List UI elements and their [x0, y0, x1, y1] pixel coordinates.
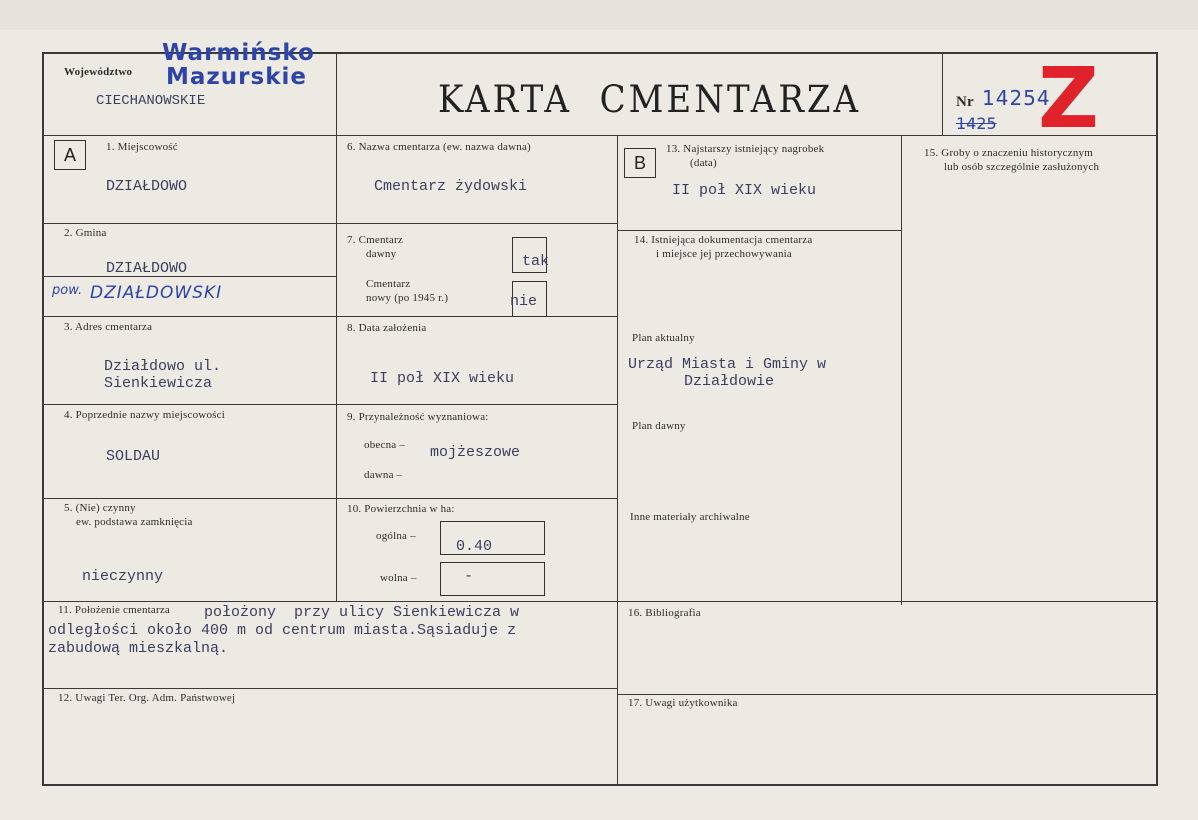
nr-label: Nr	[956, 94, 974, 110]
field-9-obecna-value: mojżeszowe	[430, 444, 521, 461]
field-6-label: 6. Nazwa cmentarza (ew. nazwa dawna)	[347, 141, 531, 153]
field-2-label: 2. Gmina	[64, 227, 107, 239]
divider	[901, 135, 902, 605]
field-14-label-1: 14. Istniejąca dokumentacja cmentarza	[634, 234, 813, 246]
divider	[942, 54, 943, 136]
field-7-label-2: dawny	[366, 248, 397, 260]
field-9-obecna-label: obecna –	[364, 439, 405, 451]
field-5-label-1: 5. (Nie) czynny	[64, 502, 136, 514]
stamp-line-1: Warmińsko	[162, 40, 315, 66]
field-9-label: 9. Przynależność wyznaniowa:	[347, 411, 489, 423]
divider	[44, 404, 617, 405]
plan-aktualny-value-1: Urząd Miasta i Gminy w	[628, 356, 827, 373]
plan-aktualny-value-2: Działdowie	[684, 373, 775, 390]
field-7-label-1: 7. Cmentarz	[347, 234, 403, 246]
pow-value: DZIAŁDOWSKI	[90, 283, 223, 303]
field-3-value-1: Działdowo ul.	[104, 358, 222, 375]
divider	[44, 601, 1158, 602]
field-14-label-2: i miejsce jej przechowywania	[656, 248, 793, 260]
field-10-ogolna-value: 0.40	[456, 538, 493, 555]
field-3-value-2: Sienkiewicza	[104, 375, 213, 392]
wojewodztwo-label: Województwo	[64, 66, 133, 78]
plan-dawny-label: Plan dawny	[632, 420, 686, 432]
field-1-value: DZIAŁDOWO	[106, 178, 188, 195]
field-13-value: II poł XIX wieku	[672, 182, 817, 199]
field-6-value: Cmentarz żydowski	[374, 178, 528, 195]
field-13-label-1: 13. Najstarszy istniejący nagrobek	[666, 143, 825, 155]
divider	[44, 498, 617, 499]
field-15-label-2: lub osób szczególnie zasłużonych	[944, 161, 1100, 173]
field-7-new-value: nie	[510, 293, 538, 310]
field-3-label: 3. Adres cmentarza	[64, 321, 153, 333]
field-13-label-2: (data)	[690, 157, 717, 169]
field-17-label: 17. Uwagi użytkownika	[628, 697, 738, 709]
field-12-label: 12. Uwagi Ter. Org. Adm. Państwowej	[58, 692, 236, 704]
field-15-label-1: 15. Groby o znaczeniu historycznym	[924, 147, 1094, 159]
field-11-line-1: położony przy ulicy Sienkiewicza w	[204, 604, 520, 621]
field-2-value: DZIAŁDOWO	[106, 260, 188, 277]
stamp-line-2: Mazurskie	[166, 64, 307, 90]
section-a-box: A	[54, 140, 86, 170]
cemetery-card	[42, 40, 1158, 786]
field-10-wolna-label: wolna –	[380, 572, 417, 584]
divider	[44, 135, 1158, 136]
divider	[617, 694, 1158, 695]
field-5-value: nieczynny	[82, 568, 164, 585]
field-11-line-3: zabudową mieszkalną.	[48, 640, 229, 657]
nr-value: 14254	[982, 86, 1051, 110]
field-4-label: 4. Poprzednie nazwy miejscowości	[64, 409, 225, 421]
field-10-ogolna-label: ogólna –	[376, 530, 416, 542]
nr-old-value: 1425	[956, 114, 997, 133]
category-mark: Z	[1038, 49, 1099, 147]
plan-aktualny-label: Plan aktualny	[632, 332, 695, 344]
field-7-label-4: nowy (po 1945 r.)	[366, 292, 449, 304]
field-4-value: SOLDAU	[106, 448, 161, 465]
section-b-box: B	[624, 148, 656, 178]
field-11-line-2: odległości około 400 m od centrum miasta.Sąsiaduje z	[48, 622, 517, 639]
divider	[44, 276, 336, 277]
inne-materialy-label: Inne materiały archiwalne	[630, 511, 750, 523]
field-10-wolna-value: -	[464, 568, 474, 585]
divider	[336, 54, 337, 602]
divider	[617, 230, 901, 231]
field-11-label: 11. Położenie cmentarza	[58, 604, 171, 616]
wojewodztwo-value: CIECHANOWSKIE	[96, 93, 206, 109]
divider	[617, 135, 618, 786]
free-area-box	[440, 562, 545, 596]
divider	[44, 223, 617, 224]
field-5-label-2: ew. podstawa zamknięcia	[76, 516, 193, 528]
field-7-label-3: Cmentarz	[366, 278, 411, 290]
field-8-label: 8. Data założenia	[347, 322, 427, 334]
field-9-dawna-label: dawna –	[364, 469, 403, 481]
field-16-label: 16. Bibliografia	[628, 607, 701, 619]
pow-prefix: pow.	[52, 283, 83, 298]
field-1-label: 1. Miejscowość	[106, 141, 178, 153]
field-10-label: 10. Powierzchnia w ha:	[347, 503, 455, 515]
field-8-value: II poł XIX wieku	[370, 370, 515, 387]
divider	[44, 688, 617, 689]
field-7-old-value: tak	[522, 253, 550, 270]
card-title: KARTA CMENTARZA	[438, 78, 862, 122]
